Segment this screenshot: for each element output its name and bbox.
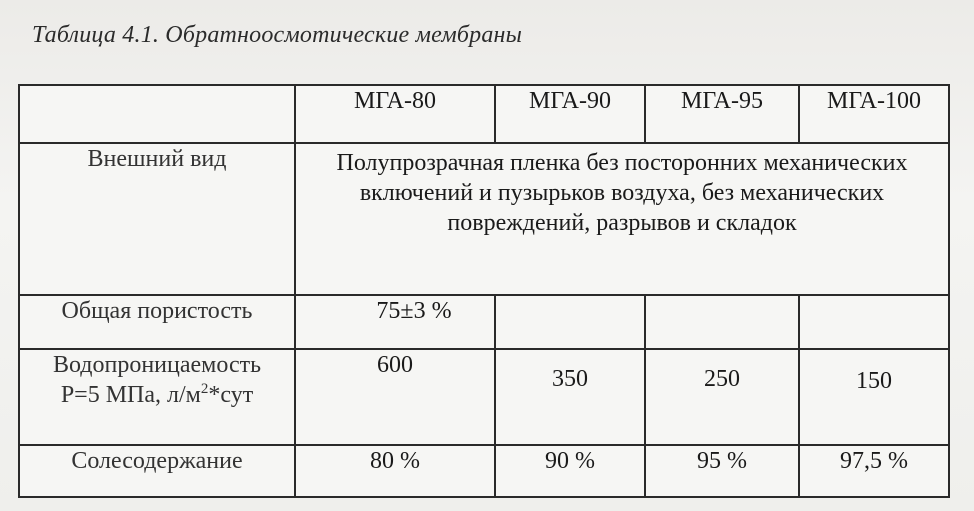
header-cell-empty	[19, 85, 295, 143]
table-row-salt	[19, 445, 949, 497]
header-cell-mga80: МГА-80	[295, 85, 495, 143]
header-cell-mga100: МГА-100	[799, 85, 949, 143]
row-label-porosity: Общая пористость	[19, 295, 295, 349]
table-row-permeability	[19, 349, 949, 445]
row-label-salt: Солесодержание	[19, 445, 295, 497]
header-cell-mga95: МГА-95	[645, 85, 799, 143]
table-row-porosity	[19, 295, 949, 349]
porosity-mga90	[495, 295, 645, 349]
permeability-mga80: 600	[295, 349, 495, 445]
salt-mga95: 95 %	[645, 445, 799, 497]
header-cell-mga90: МГА-90	[495, 85, 645, 143]
permeability-label-line2-prefix: Р=5 МПа, л/м	[60, 382, 201, 408]
permeability-mga95: 250	[645, 349, 799, 445]
permeability-mga100: 150	[799, 349, 949, 445]
membranes-table	[18, 84, 950, 498]
permeability-label-sup: 2	[200, 381, 209, 397]
row-label-permeability	[19, 349, 295, 445]
appearance-value: Полупрозрачная пленка без посторонних механических включений и пузырьков воздуха, без механических повреждений, разрывов и складок	[295, 143, 949, 295]
header-row	[19, 85, 949, 143]
salt-mga80: 80 %	[295, 445, 495, 497]
porosity-mga100	[799, 295, 949, 349]
salt-mga90: 90 %	[495, 445, 645, 497]
porosity-mga80: 75±3 %	[295, 295, 495, 349]
permeability-label-line1: Водопроницаемость	[52, 352, 262, 378]
permeability-label-line2-suffix: *сут	[208, 382, 254, 408]
table-caption: Таблица 4.1. Обратноосмотические мембраны	[32, 22, 523, 48]
salt-mga100: 97,5 %	[799, 445, 949, 497]
table-row-appearance	[19, 143, 949, 295]
permeability-mga90: 350	[495, 349, 645, 445]
row-label-appearance: Внешний вид	[19, 143, 295, 295]
porosity-mga95	[645, 295, 799, 349]
